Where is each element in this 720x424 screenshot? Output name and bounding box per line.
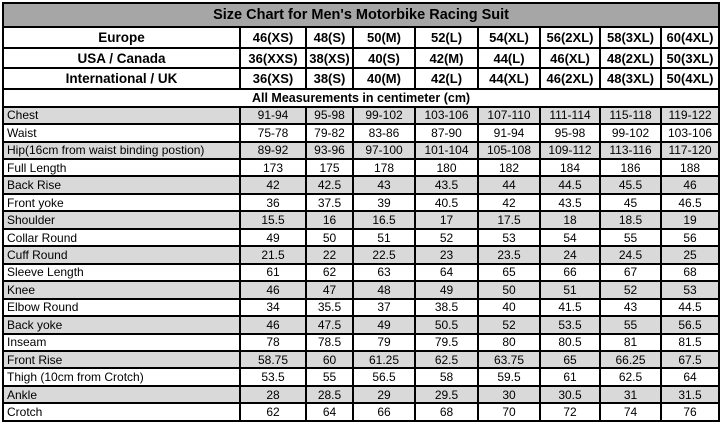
measurement-rows — [3, 107, 719, 421]
measurement-value-cell: 93-96 — [306, 142, 353, 159]
measurement-value-cell: 67 — [600, 264, 661, 281]
measurement-value-cell: 115-118 — [600, 107, 661, 124]
size-system-row — [3, 68, 719, 89]
measurement-value-cell: 75-78 — [240, 124, 306, 141]
measurement-value-cell: 188 — [661, 159, 719, 176]
measurement-value-cell: 68 — [415, 403, 478, 421]
measurement-row — [3, 194, 719, 211]
size-value-cell: 48(3XL) — [600, 68, 661, 89]
measurement-value-cell: 70 — [478, 403, 540, 421]
measurement-value-cell: 31.5 — [661, 386, 719, 403]
measurement-value-cell: 22 — [306, 246, 353, 263]
measurement-value-cell: 43.5 — [540, 194, 600, 211]
measurement-value-cell: 78 — [240, 334, 306, 351]
size-value-cell: 38(S) — [306, 68, 353, 89]
measurement-value-cell: 56 — [661, 229, 719, 246]
measurement-value-cell: 43.5 — [415, 176, 478, 193]
measurement-value-cell: 55 — [600, 316, 661, 333]
measurement-value-cell: 19 — [661, 211, 719, 228]
measurement-value-cell: 66 — [540, 264, 600, 281]
measurement-value-cell: 52 — [415, 229, 478, 246]
measurement-value-cell: 80.5 — [540, 334, 600, 351]
unit-section — [3, 89, 719, 106]
measurement-value-cell: 53.5 — [240, 368, 306, 385]
measurement-value-cell: 40 — [478, 299, 540, 316]
size-value-cell: 56(2XL) — [540, 27, 600, 48]
measurement-value-cell: 103-106 — [661, 124, 719, 141]
measurement-value-cell: 42 — [478, 194, 540, 211]
measurement-value-cell: 180 — [415, 159, 478, 176]
measurement-value-cell: 35.5 — [306, 299, 353, 316]
measurement-value-cell: 51 — [540, 281, 600, 298]
size-value-cell: 58(3XL) — [600, 27, 661, 48]
measurement-value-cell: 81.5 — [661, 334, 719, 351]
measurement-row — [3, 299, 719, 316]
measurement-row — [3, 403, 719, 421]
measurement-value-cell: 105-108 — [478, 142, 540, 159]
measurement-row — [3, 316, 719, 333]
measurement-value-cell: 36 — [240, 194, 306, 211]
measurement-value-cell: 50 — [478, 281, 540, 298]
measurement-value-cell: 30 — [478, 386, 540, 403]
measurement-value-cell: 50.5 — [415, 316, 478, 333]
measurement-value-cell: 45.5 — [600, 176, 661, 193]
measurement-value-cell: 79.5 — [415, 334, 478, 351]
size-value-cell: 46(XS) — [240, 27, 306, 48]
measurement-value-cell: 30.5 — [540, 386, 600, 403]
measurement-value-cell: 81 — [600, 334, 661, 351]
size-value-cell: 40(M) — [353, 68, 415, 89]
measurement-label: Hip(16cm from waist binding postion) — [3, 142, 240, 159]
measurement-value-cell: 31 — [600, 386, 661, 403]
size-value-cell: 48(S) — [306, 27, 353, 48]
measurement-value-cell: 41.5 — [540, 299, 600, 316]
measurement-value-cell: 56.5 — [661, 316, 719, 333]
measurement-label: Collar Round — [3, 229, 240, 246]
measurement-value-cell: 56.5 — [353, 368, 415, 385]
measurement-value-cell: 23 — [415, 246, 478, 263]
measurement-value-cell: 24.5 — [600, 246, 661, 263]
measurement-value-cell: 103-106 — [415, 107, 478, 124]
measurement-label: Front Rise — [3, 351, 240, 368]
measurement-value-cell: 51 — [353, 229, 415, 246]
measurement-value-cell: 44.5 — [540, 176, 600, 193]
measurement-row — [3, 264, 719, 281]
measurement-value-cell: 72 — [540, 403, 600, 421]
measurement-value-cell: 16 — [306, 211, 353, 228]
measurement-value-cell: 21.5 — [240, 246, 306, 263]
measurement-value-cell: 52 — [478, 316, 540, 333]
measurement-label: Cuff Round — [3, 246, 240, 263]
measurement-label: Sleeve Length — [3, 264, 240, 281]
measurement-value-cell: 107-110 — [478, 107, 540, 124]
measurement-value-cell: 62 — [240, 403, 306, 421]
measurement-row — [3, 211, 719, 228]
measurement-value-cell: 24 — [540, 246, 600, 263]
measurement-value-cell: 74 — [600, 403, 661, 421]
measurement-value-cell: 66 — [353, 403, 415, 421]
measurement-row — [3, 386, 719, 403]
measurement-value-cell: 97-100 — [353, 142, 415, 159]
measurement-value-cell: 18 — [540, 211, 600, 228]
measurement-value-cell: 173 — [240, 159, 306, 176]
size-system-row — [3, 27, 719, 48]
measurement-label: Crotch — [3, 403, 240, 421]
measurement-value-cell: 64 — [661, 368, 719, 385]
size-value-cell: 46(XL) — [540, 48, 600, 69]
measurement-value-cell: 44 — [478, 176, 540, 193]
measurement-label: Back Rise — [3, 176, 240, 193]
size-system-row — [3, 48, 719, 69]
measurement-value-cell: 58.75 — [240, 351, 306, 368]
measurement-row — [3, 142, 719, 159]
measurement-value-cell: 17.5 — [478, 211, 540, 228]
measurement-value-cell: 44.5 — [661, 299, 719, 316]
measurement-value-cell: 46 — [661, 176, 719, 193]
measurement-value-cell: 39 — [353, 194, 415, 211]
size-value-cell: 60(4XL) — [661, 27, 719, 48]
measurement-value-cell: 61.25 — [353, 351, 415, 368]
measurement-value-cell: 42 — [240, 176, 306, 193]
measurement-value-cell: 76 — [661, 403, 719, 421]
measurement-value-cell: 91-94 — [478, 124, 540, 141]
measurement-value-cell: 46 — [240, 281, 306, 298]
measurement-row — [3, 334, 719, 351]
measurement-value-cell: 58 — [415, 368, 478, 385]
measurement-row — [3, 351, 719, 368]
measurement-label: Elbow Round — [3, 299, 240, 316]
unit-note: All Measurements in centimeter (cm) — [3, 89, 719, 106]
measurement-label: Full Length — [3, 159, 240, 176]
size-value-cell: 44(XL) — [478, 68, 540, 89]
measurement-value-cell: 29.5 — [415, 386, 478, 403]
size-system-label: International / UK — [3, 68, 240, 89]
measurement-value-cell: 50 — [306, 229, 353, 246]
measurement-row — [3, 159, 719, 176]
measurement-value-cell: 99-102 — [353, 107, 415, 124]
measurement-value-cell: 17 — [415, 211, 478, 228]
measurement-label: Waist — [3, 124, 240, 141]
measurement-value-cell: 54 — [540, 229, 600, 246]
measurement-value-cell: 64 — [415, 264, 478, 281]
measurement-value-cell: 80 — [478, 334, 540, 351]
measurement-value-cell: 23.5 — [478, 246, 540, 263]
size-value-cell: 36(XXS) — [240, 48, 306, 69]
measurement-value-cell: 95-98 — [306, 107, 353, 124]
measurement-label: Ankle — [3, 386, 240, 403]
size-chart-table — [2, 2, 720, 422]
size-value-cell: 44(L) — [478, 48, 540, 69]
size-value-cell: 54(XL) — [478, 27, 540, 48]
measurement-value-cell: 34 — [240, 299, 306, 316]
measurement-value-cell: 117-120 — [661, 142, 719, 159]
measurement-value-cell: 67.5 — [661, 351, 719, 368]
measurement-value-cell: 89-92 — [240, 142, 306, 159]
size-value-cell: 36(XS) — [240, 68, 306, 89]
size-value-cell: 46(2XL) — [540, 68, 600, 89]
size-system-label: USA / Canada — [3, 48, 240, 69]
measurement-value-cell: 53 — [661, 281, 719, 298]
size-value-cell: 42(M) — [415, 48, 478, 69]
measurement-row — [3, 281, 719, 298]
measurement-label: Inseam — [3, 334, 240, 351]
measurement-value-cell: 55 — [600, 229, 661, 246]
measurement-value-cell: 65 — [540, 351, 600, 368]
title-row — [3, 3, 719, 27]
measurement-value-cell: 60 — [306, 351, 353, 368]
measurement-value-cell: 15.5 — [240, 211, 306, 228]
measurement-value-cell: 91-94 — [240, 107, 306, 124]
measurement-value-cell: 62 — [306, 264, 353, 281]
measurement-value-cell: 63.75 — [478, 351, 540, 368]
measurement-value-cell: 49 — [353, 316, 415, 333]
measurement-value-cell: 46 — [240, 316, 306, 333]
measurement-value-cell: 66.25 — [600, 351, 661, 368]
measurement-value-cell: 109-112 — [540, 142, 600, 159]
measurement-value-cell: 45 — [600, 194, 661, 211]
measurement-value-cell: 48 — [353, 281, 415, 298]
size-value-cell: 40(S) — [353, 48, 415, 69]
measurement-row — [3, 176, 719, 193]
unit-note-row — [3, 89, 719, 106]
measurement-value-cell: 52 — [600, 281, 661, 298]
measurement-value-cell: 178 — [353, 159, 415, 176]
measurement-value-cell: 38.5 — [415, 299, 478, 316]
measurement-value-cell: 68 — [661, 264, 719, 281]
measurement-value-cell: 40.5 — [415, 194, 478, 211]
measurement-row — [3, 124, 719, 141]
measurement-value-cell: 37.5 — [306, 194, 353, 211]
measurement-value-cell: 53.5 — [540, 316, 600, 333]
measurement-value-cell: 46.5 — [661, 194, 719, 211]
measurement-value-cell: 79 — [353, 334, 415, 351]
measurement-value-cell: 63 — [353, 264, 415, 281]
measurement-value-cell: 119-122 — [661, 107, 719, 124]
measurement-value-cell: 49 — [415, 281, 478, 298]
measurement-value-cell: 61 — [540, 368, 600, 385]
measurement-value-cell: 87-90 — [415, 124, 478, 141]
measurement-label: Shoulder — [3, 211, 240, 228]
size-value-cell: 38(XS) — [306, 48, 353, 69]
measurement-row — [3, 229, 719, 246]
title-section — [3, 3, 719, 27]
measurement-value-cell: 47.5 — [306, 316, 353, 333]
measurement-value-cell: 62.5 — [415, 351, 478, 368]
measurement-value-cell: 37 — [353, 299, 415, 316]
size-value-cell: 50(3XL) — [661, 48, 719, 69]
size-value-cell: 42(L) — [415, 68, 478, 89]
measurement-value-cell: 101-104 — [415, 142, 478, 159]
measurement-value-cell: 42.5 — [306, 176, 353, 193]
size-system-label: Europe — [3, 27, 240, 48]
measurement-value-cell: 22.5 — [353, 246, 415, 263]
chart-title: Size Chart for Men's Motorbike Racing Suit — [3, 3, 719, 27]
measurement-value-cell: 78.5 — [306, 334, 353, 351]
measurement-row — [3, 368, 719, 385]
measurement-value-cell: 65 — [478, 264, 540, 281]
measurement-value-cell: 64 — [306, 403, 353, 421]
measurement-label: Thigh (10cm from Crotch) — [3, 368, 240, 385]
measurement-value-cell: 99-102 — [600, 124, 661, 141]
size-value-cell: 50(M) — [353, 27, 415, 48]
measurement-label: Front yoke — [3, 194, 240, 211]
measurement-label: Chest — [3, 107, 240, 124]
measurement-value-cell: 186 — [600, 159, 661, 176]
measurement-label: Back yoke — [3, 316, 240, 333]
measurement-value-cell: 49 — [240, 229, 306, 246]
measurement-value-cell: 55 — [306, 368, 353, 385]
measurement-value-cell: 53 — [478, 229, 540, 246]
size-system-rows — [3, 27, 719, 89]
measurement-value-cell: 184 — [540, 159, 600, 176]
measurement-value-cell: 111-114 — [540, 107, 600, 124]
measurement-value-cell: 79-82 — [306, 124, 353, 141]
measurement-value-cell: 182 — [478, 159, 540, 176]
measurement-value-cell: 18.5 — [600, 211, 661, 228]
measurement-value-cell: 95-98 — [540, 124, 600, 141]
size-value-cell: 52(L) — [415, 27, 478, 48]
measurement-label: Knee — [3, 281, 240, 298]
size-value-cell: 48(2XL) — [600, 48, 661, 69]
measurement-value-cell: 43 — [600, 299, 661, 316]
measurement-value-cell: 29 — [353, 386, 415, 403]
measurement-value-cell: 25 — [661, 246, 719, 263]
measurement-value-cell: 113-116 — [600, 142, 661, 159]
measurement-value-cell: 47 — [306, 281, 353, 298]
measurement-value-cell: 59.5 — [478, 368, 540, 385]
size-value-cell: 50(4XL) — [661, 68, 719, 89]
measurement-value-cell: 28.5 — [306, 386, 353, 403]
measurement-value-cell: 175 — [306, 159, 353, 176]
measurement-value-cell: 43 — [353, 176, 415, 193]
measurement-value-cell: 28 — [240, 386, 306, 403]
measurement-row — [3, 107, 719, 124]
measurement-row — [3, 246, 719, 263]
measurement-value-cell: 83-86 — [353, 124, 415, 141]
measurement-value-cell: 16.5 — [353, 211, 415, 228]
measurement-value-cell: 62.5 — [600, 368, 661, 385]
measurement-value-cell: 61 — [240, 264, 306, 281]
